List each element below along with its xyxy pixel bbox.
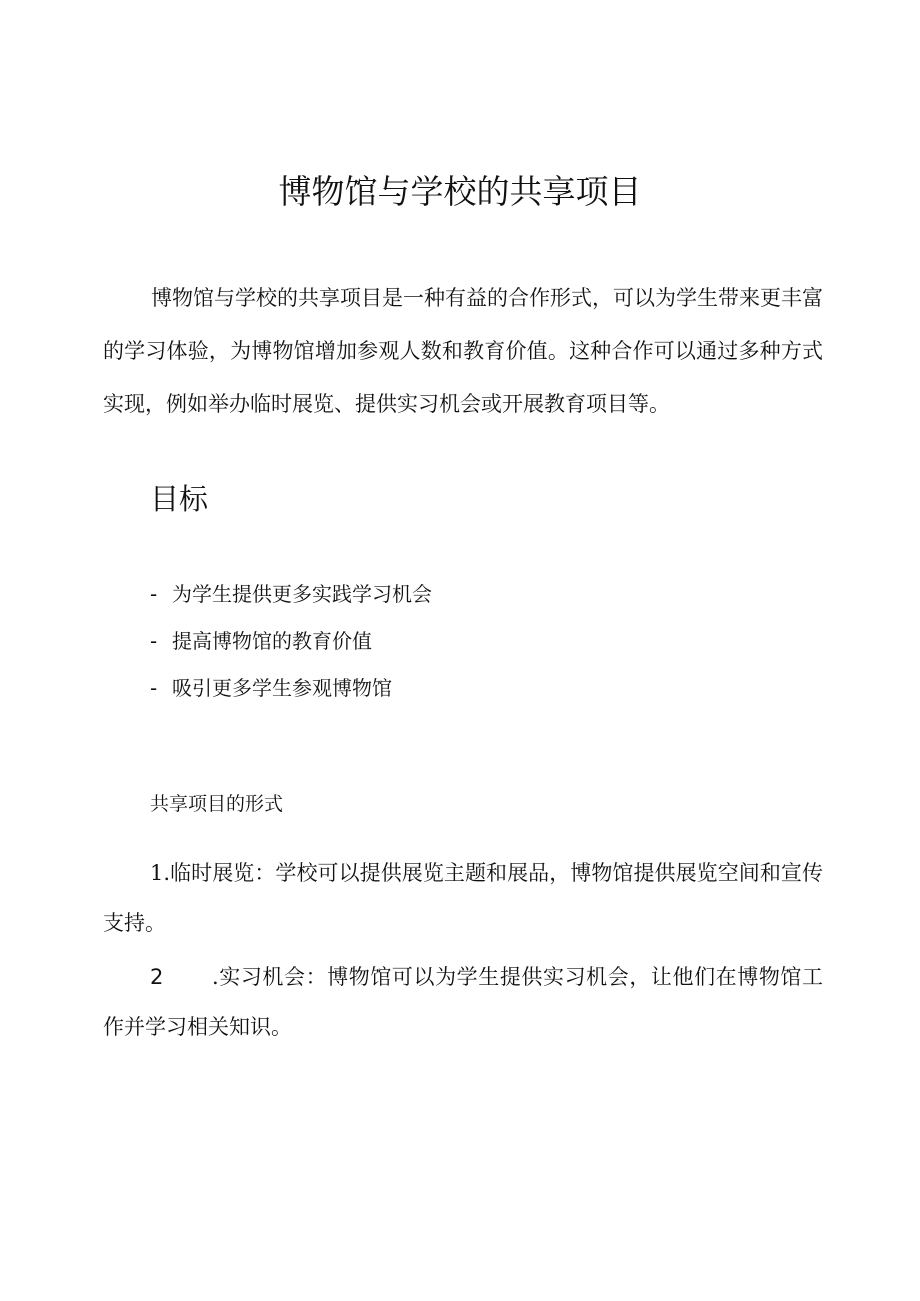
goal-bullet: - xyxy=(150,582,158,606)
forms-heading: 共享项目的形式 xyxy=(150,793,284,815)
goal-item xyxy=(150,573,432,620)
forms-item-number: 2 xyxy=(150,965,164,989)
goal-item-text: 为学生提供更多实践学习机会 xyxy=(172,582,432,606)
intro-paragraph: 博物馆与学校的共享项目是一种有益的合作形式，可以为学生带来更丰富的学习体验，为博物馆增加参观人数和教育价值。这种合作可以通过多种方式实现，例如举办临时展览、提供实习机会或开展教育项目等。 xyxy=(103,286,823,416)
forms-item-text: .实习机会：博物馆可以为学生提供实习机会，让他们在博物馆工作并学习相关知识。 xyxy=(103,965,823,1039)
goal-item xyxy=(150,667,432,714)
goals-heading: 目标 xyxy=(150,482,209,516)
goal-item xyxy=(150,620,432,667)
forms-item-number: 1. xyxy=(150,861,171,885)
page-title: 博物馆与学校的共享项目 xyxy=(278,172,642,211)
goals-list xyxy=(150,573,432,714)
forms-item-text: 临时展览：学校可以提供展览主题和展品，博物馆提供展览空间和宣传支持。 xyxy=(103,861,823,935)
forms-item xyxy=(103,952,823,1052)
goal-item-text: 吸引更多学生参观博物馆 xyxy=(172,676,392,700)
forms-item xyxy=(103,848,823,948)
goal-bullet: - xyxy=(150,676,158,700)
goal-item-text: 提高博物馆的教育价值 xyxy=(172,629,372,653)
goal-bullet: - xyxy=(150,629,158,653)
